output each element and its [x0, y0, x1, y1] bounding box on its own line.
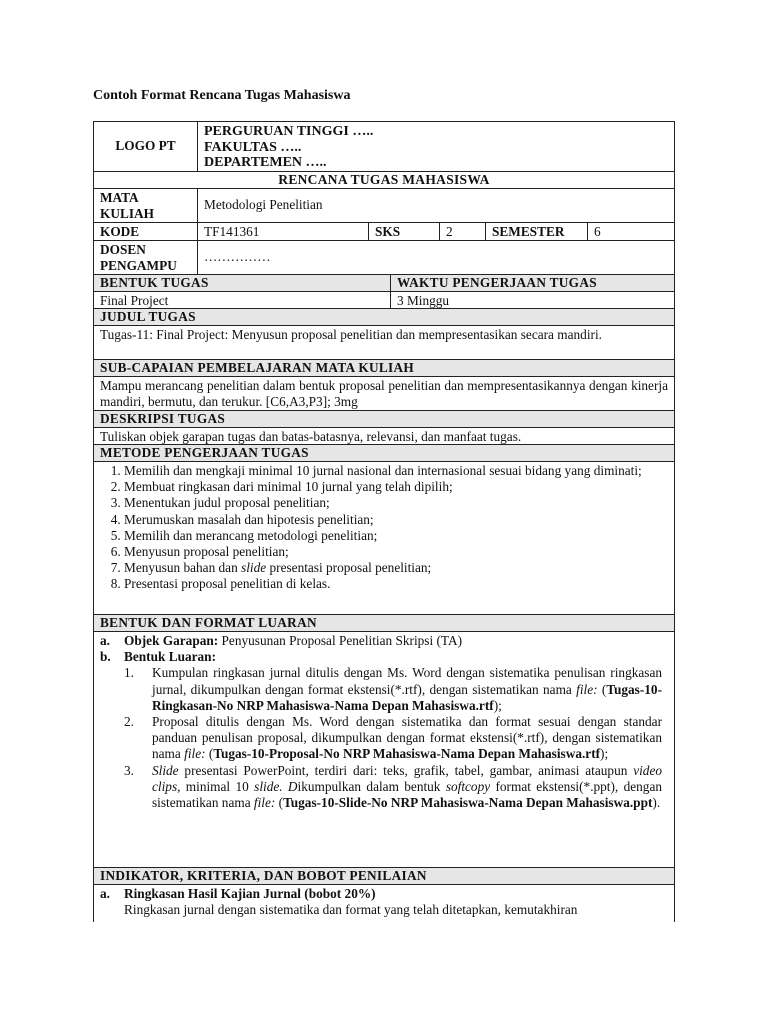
output-sub-item-text: Kumpulan ringkasan jurnal ditulis dengan Ms. Word dengan sistematika penulisan ringkasan jurnal, dikumpulkan dengan format ekstensi(*.rtf), dengan sistematikan nama file: (Tugas-10-Ringkasan-No NRP Mahasiswa-Nama Depan Mahasiswa.rtf); — [152, 665, 662, 713]
sks-value: 2 — [440, 223, 486, 240]
output-sub-item-number: 2. — [124, 714, 134, 730]
code-row — [94, 223, 674, 241]
method-item: 5. Memilih dan merancang metodologi penelitian; — [124, 528, 668, 544]
semester-value: 6 — [594, 224, 601, 239]
output-sub-item-number: 1. — [124, 665, 134, 681]
output-cell — [94, 632, 674, 868]
task-title-header: JUDUL TUGAS — [94, 309, 674, 326]
task-type-value: Final Project — [94, 292, 391, 308]
sks-label: SKS — [369, 223, 440, 240]
learning-outcome-header: SUB-CAPAIAN PEMBELAJARAN MATA KULIAH — [94, 360, 674, 377]
task-type-value-row — [94, 292, 674, 309]
course-value: Metodologi Penelitian — [204, 197, 323, 213]
output-sub-item — [100, 665, 668, 714]
lecturer-label: DOSEN PENGAMPU — [94, 241, 198, 274]
course-row — [94, 189, 674, 223]
institution-faculty: FAKULTAS ….. — [204, 139, 302, 155]
header-row — [94, 122, 674, 172]
code-value: TF141361 — [198, 223, 369, 240]
output-sub-item — [100, 763, 668, 812]
description-value: Tuliskan objek garapan tugas dan batas-batasnya, relevansi, dan manfaat tugas. — [94, 428, 674, 445]
task-type-label: BENTUK TUGAS — [94, 275, 391, 291]
code-label: KODE — [94, 223, 198, 240]
method-item: 3. Menentukan judul proposal penelitian; — [124, 495, 668, 511]
method-item: 7. Menyusun bahan dan slide presentasi proposal penelitian; — [124, 560, 668, 576]
document-title: Contoh Format Rencana Tugas Mahasiswa — [93, 88, 351, 103]
learning-outcome-value: Mampu merancang penelitian dalam bentuk proposal penelitian dan mempresentasikannya dengan kinerja mandiri, bermutu, dan terukur. [C6,A3,P3]; 3mg — [94, 377, 674, 411]
semester-label: SEMESTER — [486, 223, 588, 240]
institution-university: PERGURUAN TINGGI ….. — [204, 124, 374, 139]
description-header: DESKRIPSI TUGAS — [94, 411, 674, 428]
output-sub-item-text: Slide presentasi PowerPoint, terdiri dari: teks, grafik, tabel, gambar, animasi ataupun video clips, minimal 10 slide. Dikumpulkan dalam bentuk softcopy format ekstensi(*.ppt), dengan sistematikan nama file: (Tugas-10-Slide-No NRP Mahasiswa-Nama Depan Mahasiswa.ppt). — [152, 762, 663, 811]
method-header: METODE PENGERJAAN TUGAS — [94, 445, 674, 462]
criteria-cell — [94, 885, 674, 918]
output-object-item: a. Objek Garapan: Penyusunan Proposal Penelitian Skripsi (TA) — [100, 633, 463, 648]
task-type-header-row — [94, 275, 674, 292]
method-item: 4. Merumuskan masalah dan hipotesis penelitian; — [124, 512, 668, 528]
output-sub-list — [100, 665, 668, 811]
criteria-header: INDIKATOR, KRITERIA, DAN BOBOT PENILAIAN — [94, 868, 674, 885]
method-item: 1. Memilih dan mengkaji minimal 10 jurnal nasional dan internasional sesuai bidang yang diminati; — [124, 463, 668, 479]
method-list-cell — [94, 462, 674, 615]
task-title-value: Tugas-11: Final Project: Menyusun proposal penelitian dan mempresentasikan secara mandiri. — [94, 326, 674, 360]
duration-value: 3 Minggu — [397, 293, 450, 308]
criteria-item: a. Ringkasan Hasil Kajian Jurnal (bobot 20%) — [100, 886, 376, 901]
institution-department: DEPARTEMEN ….. — [204, 155, 327, 170]
duration-label: WAKTU PENGERJAAN TUGAS — [397, 275, 597, 290]
output-header: BENTUK DAN FORMAT LUARAN — [94, 615, 674, 632]
output-sub-item — [100, 714, 668, 763]
method-list — [94, 463, 674, 593]
assignment-plan-form — [93, 121, 675, 922]
institution-block — [198, 122, 674, 171]
logo-placeholder: LOGO PT — [94, 122, 198, 171]
lecturer-value: …………… — [204, 249, 271, 264]
output-sub-item-text: Proposal ditulis dengan Ms. Word dengan sistematika dan format sesuai dengan standar panduan penulisan proposal, dikumpulkan dengan format ekstensi(*.rtf), dengan sistematikan nama file: (Tugas-10-Proposal-No NRP Mahasiswa-Nama Depan Mahasiswa.rtf); — [152, 714, 662, 762]
criteria-item-text: Ringkasan jurnal dengan sistematika dan format yang telah ditetapkan, kemutakhiran — [124, 902, 578, 918]
form-title: RENCANA TUGAS MAHASISWA — [94, 172, 674, 189]
method-item: 8. Presentasi proposal penelitian di kelas. — [124, 576, 668, 592]
output-sub-item-number: 3. — [124, 762, 134, 778]
course-label: MATA KULIAH — [94, 189, 198, 222]
method-item: 2. Membuat ringkasan dari minimal 10 jurnal yang telah dipilih; — [124, 479, 668, 495]
lecturer-row — [94, 241, 674, 275]
method-item: 6. Menyusun proposal penelitian; — [124, 544, 668, 560]
output-form-item: b. Bentuk Luaran: — [100, 649, 216, 665]
